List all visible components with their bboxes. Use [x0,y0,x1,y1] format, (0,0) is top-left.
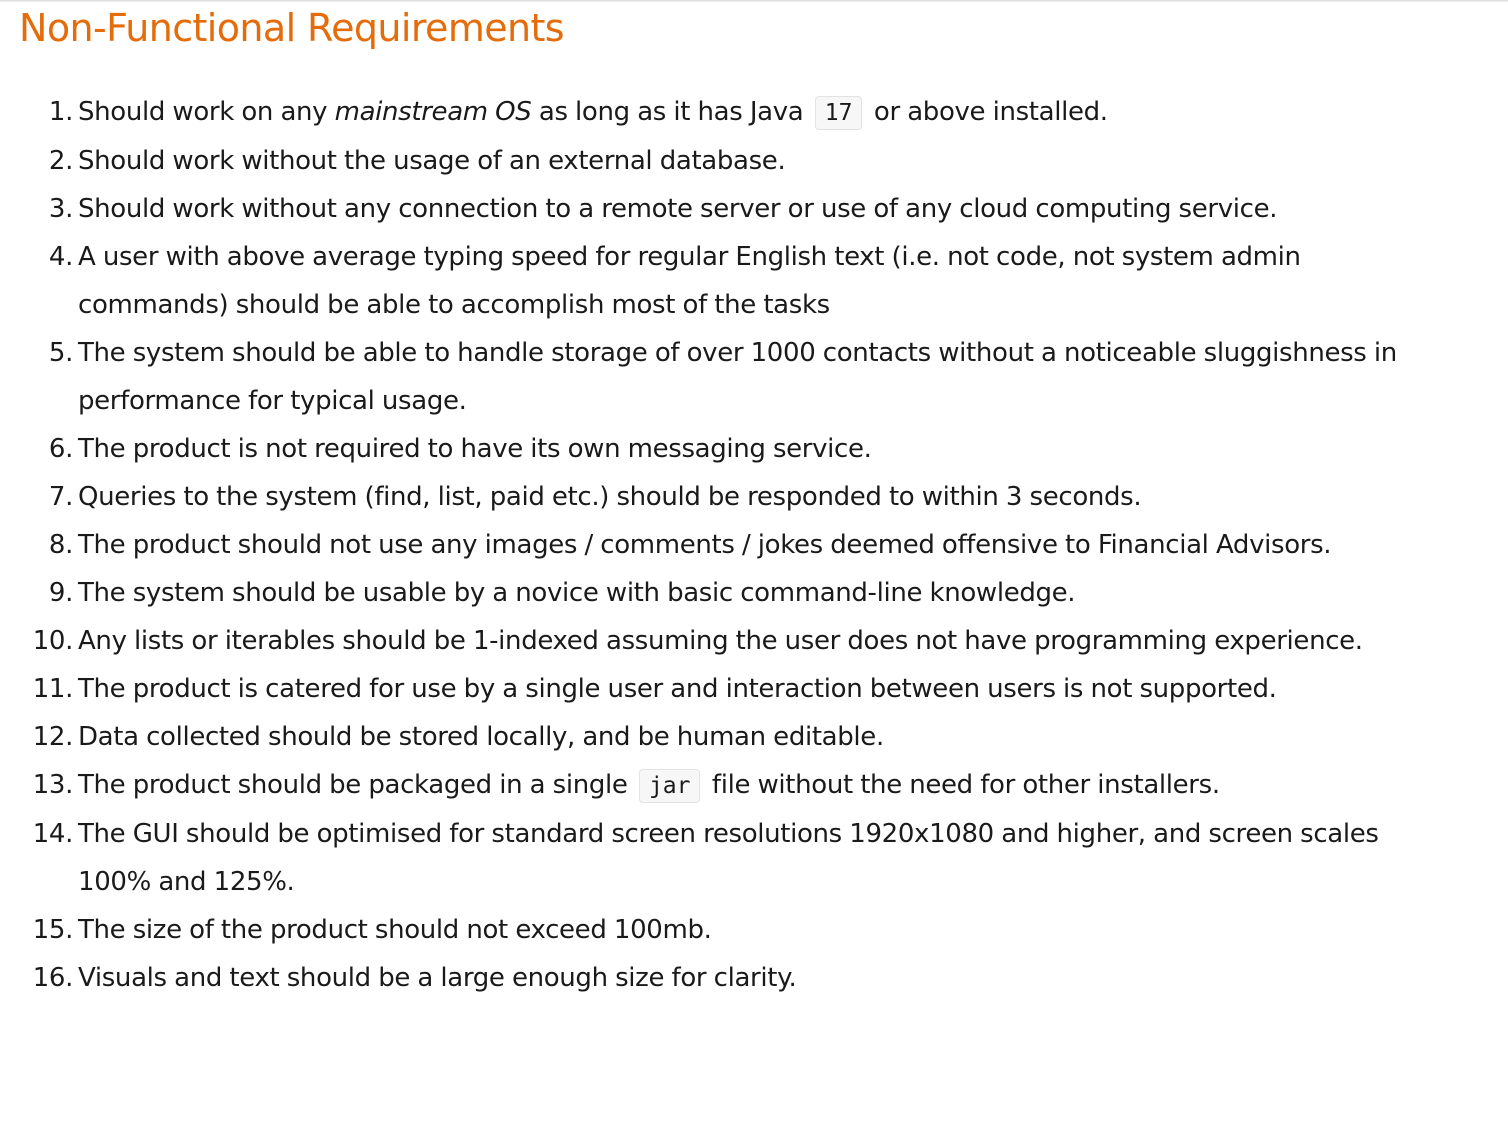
list-item [0,810,1448,906]
list-item-number: 13. [32,770,73,800]
list-item-number: 4. [48,242,73,272]
inline-code: 17 [815,96,863,130]
emphasis-text: mainstream OS [334,97,532,127]
list-item-text: The size of the product should not exceed 100mb. [78,915,712,945]
list-item-number: 3. [48,194,73,224]
list-item-text: The system should be usable by a novice with basic command-line knowledge. [78,578,1076,608]
list-item-text: The product is catered for use by a single user and interaction between users is not supported. [78,674,1277,704]
list-item-text: Should work without any connection to a remote server or use of any cloud computing service. [78,194,1278,224]
list-item [0,761,1448,810]
list-item-number: 15. [32,915,73,945]
list-item-text: Should work on any mainstream OS as long as it has Java 17 or above installed. [78,97,1108,127]
list-item-text: Should work without the usage of an external database. [78,146,786,176]
list-item-text: The system should be able to handle storage of over 1000 contacts without a noticeable sluggishness in performance for typical usage. [78,338,1397,416]
list-item-number: 10. [32,626,73,656]
list-item [0,906,1448,954]
list-item-text: The product should not use any images / comments / jokes deemed offensive to Financial Advisors. [78,530,1332,560]
list-item-number: 1. [48,97,73,127]
page-title: Non-Functional Requirements [19,6,565,50]
list-item-number: 2. [48,146,73,176]
list-item-number: 8. [48,530,73,560]
list-item [0,185,1448,233]
list-item-number: 12. [32,722,73,752]
list-item [0,713,1448,761]
list-item-text: A user with above average typing speed for regular English text (i.e. not code, not system admin commands) should be able to accomplish most of the tasks [78,242,1301,320]
list-item-number: 16. [32,963,73,993]
list-item-number: 11. [32,674,73,704]
list-item-text: The GUI should be optimised for standard screen resolutions 1920x1080 and higher, and screen scales 100% and 125%. [78,819,1379,897]
list-item [0,665,1448,713]
list-item-number: 9. [48,578,73,608]
list-item-text: Queries to the system (find, list, paid etc.) should be responded to within 3 seconds. [78,482,1142,512]
list-item-number: 5. [48,338,73,368]
list-item-text: The product is not required to have its own messaging service. [78,434,872,464]
list-item-text: Any lists or iterables should be 1-indexed assuming the user does not have programming experience. [78,626,1363,656]
list-item-number: 14. [32,819,73,849]
list-item-text: Data collected should be stored locally, and be human editable. [78,722,884,752]
list-item-number: 6. [48,434,73,464]
list-item [0,137,1448,185]
list-item [0,473,1448,521]
list-item [0,954,1448,1002]
list-item-number: 7. [48,482,73,512]
inline-code: jar [639,769,701,803]
list-item [0,425,1448,473]
list-item-text: Visuals and text should be a large enough size for clarity. [78,963,797,993]
list-item-text: The product should be packaged in a single jar file without the need for other installers. [78,770,1220,800]
list-item [0,233,1448,329]
list-item [0,569,1448,617]
top-border [0,0,1508,2]
requirements-list [0,88,1508,1002]
list-item [0,329,1448,425]
list-item [0,88,1448,137]
list-item [0,521,1448,569]
list-item [0,617,1448,665]
